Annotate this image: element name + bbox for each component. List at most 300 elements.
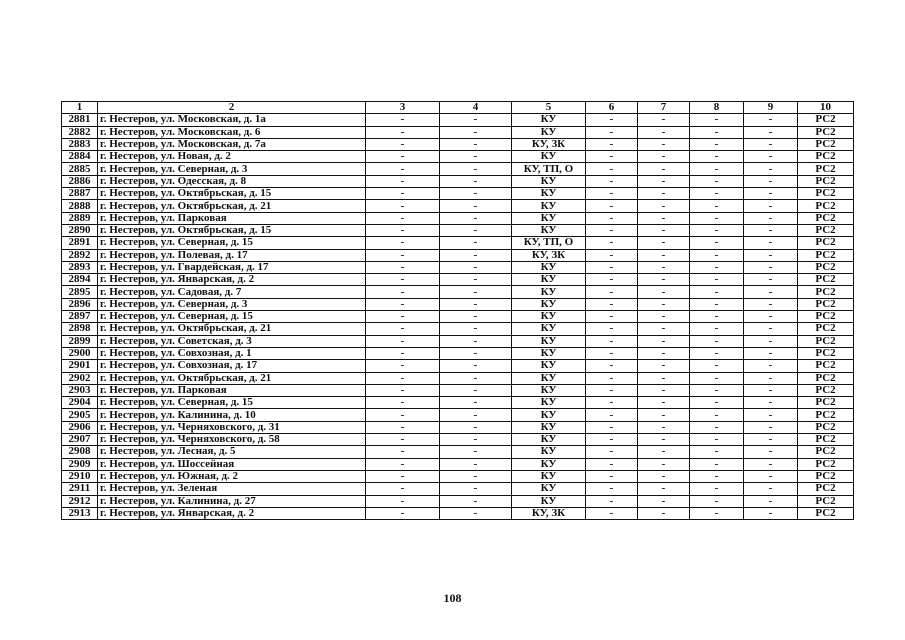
cell-col-8: - [690,151,744,163]
cell-col-7: - [638,274,690,286]
cell-col-8: - [690,212,744,224]
cell-col-8: - [690,298,744,310]
table-row [62,384,854,396]
table-row [62,397,854,409]
cell-col-5: КУ [512,495,586,507]
cell-address: г. Нестеров, ул. Северная, д. 3 [98,298,366,310]
cell-address: г. Нестеров, ул. Октябрьская, д. 15 [98,188,366,200]
cell-address: г. Нестеров, ул. Советская, д. 3 [98,335,366,347]
cell-col-3: - [366,311,440,323]
cell-row-number: 2896 [62,298,98,310]
cell-address: г. Нестеров, ул. Северная, д. 15 [98,237,366,249]
cell-col-9: - [744,298,798,310]
table-row [62,495,854,507]
column-header: 6 [586,102,638,114]
cell-col-9: - [744,249,798,261]
cell-col-10: РС2 [798,200,854,212]
table-row [62,261,854,273]
cell-row-number: 2890 [62,224,98,236]
cell-col-5: КУ [512,126,586,138]
cell-row-number: 2885 [62,163,98,175]
cell-address: г. Нестеров, ул. Московская, д. 6 [98,126,366,138]
cell-col-6: - [586,224,638,236]
cell-col-7: - [638,421,690,433]
table-row [62,335,854,347]
cell-col-4: - [440,237,512,249]
cell-col-3: - [366,397,440,409]
cell-col-8: - [690,372,744,384]
cell-col-3: - [366,224,440,236]
cell-col-4: - [440,114,512,126]
cell-col-10: РС2 [798,446,854,458]
cell-col-6: - [586,261,638,273]
cell-col-9: - [744,163,798,175]
cell-col-9: - [744,237,798,249]
cell-col-4: - [440,446,512,458]
cell-col-3: - [366,151,440,163]
cell-row-number: 2900 [62,347,98,359]
cell-col-7: - [638,397,690,409]
cell-col-8: - [690,397,744,409]
cell-col-4: - [440,212,512,224]
cell-row-number: 2895 [62,286,98,298]
cell-col-7: - [638,175,690,187]
cell-col-3: - [366,212,440,224]
cell-address: г. Нестеров, ул. Январская, д. 2 [98,274,366,286]
cell-col-6: - [586,163,638,175]
cell-col-3: - [366,200,440,212]
cell-address: г. Нестеров, ул. Полевая, д. 17 [98,249,366,261]
cell-col-4: - [440,323,512,335]
cell-col-10: РС2 [798,175,854,187]
cell-address: г. Нестеров, ул. Совхозная, д. 17 [98,360,366,372]
table-row [62,347,854,359]
cell-row-number: 2894 [62,274,98,286]
cell-col-4: - [440,495,512,507]
cell-col-6: - [586,188,638,200]
page-number: 108 [443,591,462,605]
cell-row-number: 2910 [62,470,98,482]
cell-col-9: - [744,274,798,286]
cell-col-7: - [638,286,690,298]
cell-address: г. Нестеров, ул. Северная, д. 3 [98,163,366,175]
cell-row-number: 2909 [62,458,98,470]
cell-col-9: - [744,360,798,372]
cell-col-7: - [638,384,690,396]
cell-col-4: - [440,138,512,150]
cell-col-10: РС2 [798,151,854,163]
cell-col-3: - [366,298,440,310]
cell-col-9: - [744,446,798,458]
cell-col-5: КУ [512,224,586,236]
cell-col-7: - [638,446,690,458]
cell-col-6: - [586,470,638,482]
cell-col-5: КУ, ЗК [512,507,586,519]
cell-col-9: - [744,311,798,323]
column-header: 3 [366,102,440,114]
cell-col-6: - [586,507,638,519]
cell-col-8: - [690,237,744,249]
cell-address: г. Нестеров, ул. Калинина, д. 27 [98,495,366,507]
cell-col-10: РС2 [798,347,854,359]
cell-col-6: - [586,138,638,150]
cell-address: г. Нестеров, ул. Северная, д. 15 [98,311,366,323]
cell-col-3: - [366,126,440,138]
table-row [62,188,854,200]
cell-col-10: РС2 [798,274,854,286]
cell-col-6: - [586,237,638,249]
cell-address: г. Нестеров, ул. Московская, д. 1а [98,114,366,126]
table-row [62,409,854,421]
table-row [62,421,854,433]
cell-col-6: - [586,384,638,396]
cell-col-4: - [440,188,512,200]
cell-col-7: - [638,298,690,310]
cell-col-8: - [690,188,744,200]
cell-col-5: КУ [512,434,586,446]
cell-col-9: - [744,151,798,163]
cell-col-3: - [366,138,440,150]
cell-col-5: КУ [512,298,586,310]
cell-col-6: - [586,200,638,212]
cell-row-number: 2889 [62,212,98,224]
cell-col-10: РС2 [798,237,854,249]
cell-col-10: РС2 [798,483,854,495]
cell-col-3: - [366,114,440,126]
cell-col-8: - [690,434,744,446]
cell-col-4: - [440,347,512,359]
cell-col-10: РС2 [798,434,854,446]
cell-col-8: - [690,261,744,273]
cell-col-9: - [744,188,798,200]
cell-row-number: 2902 [62,372,98,384]
cell-col-9: - [744,335,798,347]
cell-row-number: 2883 [62,138,98,150]
cell-address: г. Нестеров, ул. Октябрьская, д. 21 [98,200,366,212]
cell-col-3: - [366,434,440,446]
cell-col-6: - [586,421,638,433]
cell-row-number: 2887 [62,188,98,200]
cell-address: г. Нестеров, ул. Черняховского, д. 31 [98,421,366,433]
table-row [62,224,854,236]
cell-row-number: 2898 [62,323,98,335]
cell-col-5: КУ, ЗК [512,249,586,261]
cell-col-9: - [744,286,798,298]
cell-col-9: - [744,458,798,470]
cell-col-7: - [638,458,690,470]
cell-col-8: - [690,274,744,286]
cell-col-4: - [440,151,512,163]
cell-address: г. Нестеров, ул. Гвардейская, д. 17 [98,261,366,273]
cell-col-3: - [366,507,440,519]
cell-col-4: - [440,384,512,396]
cell-col-7: - [638,138,690,150]
cell-col-6: - [586,311,638,323]
cell-col-7: - [638,212,690,224]
cell-col-9: - [744,126,798,138]
cell-col-6: - [586,126,638,138]
cell-col-4: - [440,397,512,409]
cell-col-4: - [440,421,512,433]
cell-address: г. Нестеров, ул. Парковая [98,384,366,396]
cell-col-4: - [440,483,512,495]
cell-col-6: - [586,434,638,446]
cell-col-7: - [638,151,690,163]
cell-address: г. Нестеров, ул. Октябрьская, д. 21 [98,372,366,384]
cell-address: г. Нестеров, ул. Московская, д. 7а [98,138,366,150]
cell-col-8: - [690,421,744,433]
cell-col-8: - [690,126,744,138]
cell-col-5: КУ [512,360,586,372]
cell-col-9: - [744,372,798,384]
cell-row-number: 2897 [62,311,98,323]
cell-col-10: РС2 [798,224,854,236]
cell-col-3: - [366,483,440,495]
cell-col-7: - [638,495,690,507]
cell-col-5: КУ [512,175,586,187]
column-header: 5 [512,102,586,114]
cell-col-3: - [366,384,440,396]
cell-col-8: - [690,384,744,396]
cell-col-6: - [586,397,638,409]
cell-address: г. Нестеров, ул. Северная, д. 15 [98,397,366,409]
cell-col-3: - [366,446,440,458]
cell-col-10: РС2 [798,138,854,150]
cell-col-8: - [690,286,744,298]
table-row [62,151,854,163]
cell-col-7: - [638,507,690,519]
cell-col-8: - [690,483,744,495]
cell-col-3: - [366,335,440,347]
cell-col-9: - [744,347,798,359]
cell-row-number: 2893 [62,261,98,273]
cell-col-8: - [690,507,744,519]
cell-col-5: КУ [512,470,586,482]
cell-col-4: - [440,200,512,212]
cell-col-4: - [440,286,512,298]
cell-col-3: - [366,163,440,175]
table-row [62,323,854,335]
table-row [62,446,854,458]
cell-col-3: - [366,323,440,335]
cell-col-10: РС2 [798,163,854,175]
column-header: 9 [744,102,798,114]
cell-row-number: 2908 [62,446,98,458]
cell-col-9: - [744,470,798,482]
cell-col-6: - [586,151,638,163]
cell-address: г. Нестеров, ул. Южная, д. 2 [98,470,366,482]
cell-col-8: - [690,224,744,236]
cell-col-4: - [440,311,512,323]
cell-col-7: - [638,335,690,347]
table-row [62,458,854,470]
cell-col-6: - [586,175,638,187]
table-row [62,507,854,519]
cell-col-5: КУ [512,151,586,163]
cell-col-10: РС2 [798,323,854,335]
table-row [62,311,854,323]
table-row [62,138,854,150]
cell-col-10: РС2 [798,311,854,323]
cell-col-4: - [440,434,512,446]
table-row [62,360,854,372]
cell-col-10: РС2 [798,249,854,261]
cell-col-7: - [638,261,690,273]
cell-col-5: КУ [512,446,586,458]
cell-address: г. Нестеров, ул. Калинина, д. 10 [98,409,366,421]
cell-col-6: - [586,372,638,384]
cell-col-9: - [744,434,798,446]
cell-col-8: - [690,360,744,372]
cell-col-7: - [638,114,690,126]
cell-col-8: - [690,347,744,359]
table-row [62,200,854,212]
cell-col-10: РС2 [798,360,854,372]
cell-col-4: - [440,360,512,372]
cell-col-10: РС2 [798,384,854,396]
cell-col-5: КУ [512,323,586,335]
header-row [62,102,854,114]
cell-col-6: - [586,483,638,495]
cell-col-4: - [440,274,512,286]
cell-col-8: - [690,163,744,175]
cell-col-9: - [744,212,798,224]
cell-row-number: 2904 [62,397,98,409]
cell-col-5: КУ [512,347,586,359]
cell-col-8: - [690,495,744,507]
cell-col-10: РС2 [798,409,854,421]
cell-col-3: - [366,347,440,359]
cell-col-5: КУ [512,372,586,384]
cell-col-3: - [366,274,440,286]
cell-col-10: РС2 [798,114,854,126]
cell-col-7: - [638,237,690,249]
cell-col-10: РС2 [798,212,854,224]
table-row [62,212,854,224]
cell-col-8: - [690,323,744,335]
cell-col-6: - [586,323,638,335]
cell-col-3: - [366,470,440,482]
cell-col-7: - [638,224,690,236]
cell-col-3: - [366,409,440,421]
cell-col-3: - [366,286,440,298]
cell-col-9: - [744,261,798,273]
cell-col-9: - [744,495,798,507]
cell-col-9: - [744,507,798,519]
cell-col-5: КУ [512,200,586,212]
cell-row-number: 2912 [62,495,98,507]
cell-row-number: 2888 [62,200,98,212]
cell-col-6: - [586,212,638,224]
cell-col-8: - [690,175,744,187]
cell-address: г. Нестеров, ул. Зеленая [98,483,366,495]
cell-address: г. Нестеров, ул. Садовая, д. 7 [98,286,366,298]
cell-col-7: - [638,249,690,261]
cell-row-number: 2905 [62,409,98,421]
cell-col-5: КУ [512,335,586,347]
cell-col-7: - [638,483,690,495]
cell-col-7: - [638,470,690,482]
cell-col-3: - [366,237,440,249]
table-row [62,483,854,495]
cell-col-7: - [638,360,690,372]
cell-row-number: 2884 [62,151,98,163]
cell-col-5: КУ [512,421,586,433]
table-row [62,163,854,175]
cell-col-4: - [440,335,512,347]
cell-col-4: - [440,458,512,470]
cell-col-5: КУ [512,212,586,224]
cell-row-number: 2891 [62,237,98,249]
cell-col-8: - [690,335,744,347]
table-row [62,298,854,310]
cell-col-6: - [586,114,638,126]
cell-col-9: - [744,323,798,335]
cell-row-number: 2886 [62,175,98,187]
cell-address: г. Нестеров, ул. Январская, д. 2 [98,507,366,519]
cell-col-3: - [366,261,440,273]
cell-col-7: - [638,200,690,212]
cell-address: г. Нестеров, ул. Новая, д. 2 [98,151,366,163]
cell-col-10: РС2 [798,372,854,384]
cell-col-6: - [586,274,638,286]
table-row [62,470,854,482]
cell-col-10: РС2 [798,126,854,138]
cell-col-8: - [690,311,744,323]
cell-col-9: - [744,175,798,187]
cell-address: г. Нестеров, ул. Октябрьская, д. 21 [98,323,366,335]
cell-col-4: - [440,507,512,519]
cell-col-8: - [690,249,744,261]
cell-row-number: 2911 [62,483,98,495]
cell-col-8: - [690,138,744,150]
cell-col-5: КУ, ТП, О [512,237,586,249]
column-header: 10 [798,102,854,114]
cell-col-4: - [440,249,512,261]
cell-row-number: 2903 [62,384,98,396]
cell-address: г. Нестеров, ул. Октябрьская, д. 15 [98,224,366,236]
column-header: 1 [62,102,98,114]
cell-col-6: - [586,446,638,458]
cell-col-5: КУ [512,384,586,396]
registry-table [61,101,854,520]
cell-col-9: - [744,384,798,396]
table-row [62,434,854,446]
cell-col-8: - [690,446,744,458]
cell-col-10: РС2 [798,470,854,482]
cell-col-6: - [586,360,638,372]
cell-row-number: 2901 [62,360,98,372]
cell-col-10: РС2 [798,261,854,273]
cell-col-8: - [690,458,744,470]
cell-col-4: - [440,163,512,175]
cell-row-number: 2906 [62,421,98,433]
cell-col-4: - [440,372,512,384]
cell-col-5: КУ [512,188,586,200]
cell-col-3: - [366,188,440,200]
cell-col-9: - [744,138,798,150]
cell-col-3: - [366,360,440,372]
cell-col-5: КУ [512,311,586,323]
cell-col-5: КУ, ЗК [512,138,586,150]
cell-col-10: РС2 [798,458,854,470]
cell-col-5: КУ [512,286,586,298]
cell-col-4: - [440,126,512,138]
cell-col-5: КУ [512,409,586,421]
cell-col-8: - [690,470,744,482]
cell-address: г. Нестеров, ул. Парковая [98,212,366,224]
column-header: 8 [690,102,744,114]
